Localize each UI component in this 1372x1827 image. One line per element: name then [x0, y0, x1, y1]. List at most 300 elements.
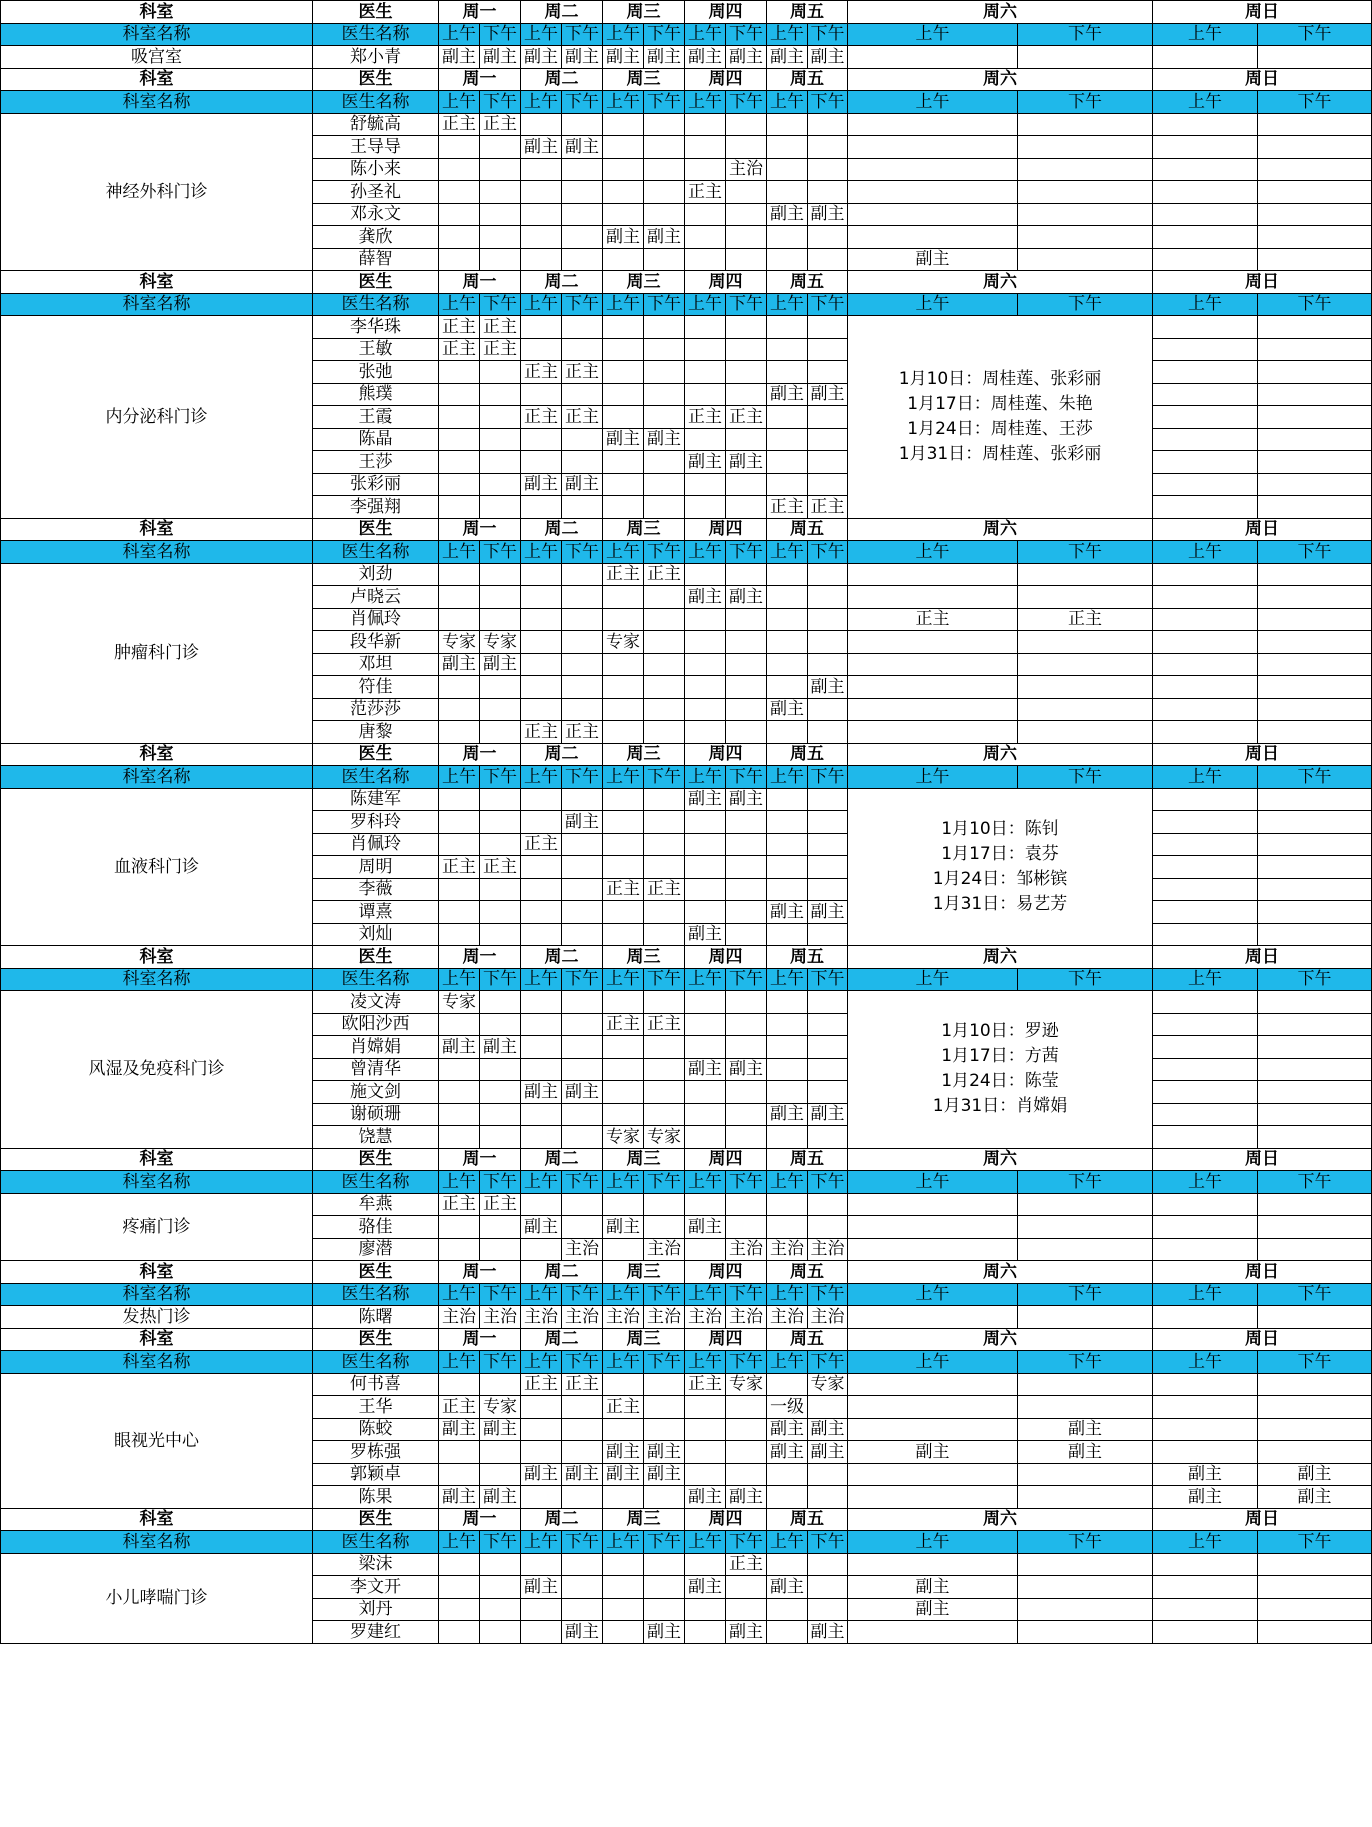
shift-cell	[767, 1193, 808, 1216]
subheader-dept-name: 科室名称	[1, 23, 313, 46]
shift-cell: 副主	[521, 46, 562, 69]
header-doctor: 医生	[313, 1, 439, 24]
shift-cell	[726, 136, 767, 159]
shift-cell: 主治	[767, 1238, 808, 1261]
subheader-am: 上午	[1153, 1531, 1258, 1554]
shift-cell	[1153, 428, 1258, 451]
doctor-name: 陈曙	[313, 1306, 439, 1329]
header-wed: 周三	[603, 271, 685, 294]
subheader-pm: 下午	[1258, 293, 1372, 316]
shift-cell: 副主	[848, 248, 1018, 271]
shift-cell	[562, 563, 603, 586]
header-doctor: 医生	[313, 946, 439, 969]
shift-cell: 副主	[767, 1576, 808, 1599]
subheader-am: 上午	[848, 541, 1018, 564]
subheader-row	[1, 1351, 1372, 1374]
shift-cell	[562, 788, 603, 811]
department-name: 吸宫室	[1, 46, 313, 69]
shift-cell	[808, 338, 848, 361]
shift-cell: 副主	[439, 653, 480, 676]
header-wed: 周三	[603, 1261, 685, 1284]
shift-cell	[1018, 676, 1153, 699]
subheader-row	[1, 968, 1372, 991]
shift-cell	[726, 563, 767, 586]
header-sun: 周日	[1153, 1148, 1372, 1171]
shift-cell: 主治	[562, 1238, 603, 1261]
shift-cell	[767, 811, 808, 834]
table-row	[1, 788, 1372, 811]
shift-cell	[808, 608, 848, 631]
shift-cell	[1258, 226, 1372, 249]
shift-cell	[603, 1238, 644, 1261]
shift-cell	[726, 428, 767, 451]
subheader-pm: 下午	[808, 1283, 848, 1306]
table-row	[1, 316, 1372, 339]
shift-cell	[1153, 1373, 1258, 1396]
shift-cell: 正主	[562, 361, 603, 384]
shift-cell: 正主	[685, 1373, 726, 1396]
shift-cell	[685, 361, 726, 384]
shift-cell	[726, 226, 767, 249]
shift-cell	[685, 473, 726, 496]
shift-cell	[848, 226, 1018, 249]
shift-cell: 副主	[562, 811, 603, 834]
subheader-am: 上午	[603, 1283, 644, 1306]
shift-cell: 主治	[480, 1306, 521, 1329]
shift-cell: 副主	[562, 1463, 603, 1486]
shift-cell: 正主	[439, 316, 480, 339]
subheader-row	[1, 23, 1372, 46]
shift-cell: 副主	[685, 46, 726, 69]
shift-cell	[767, 1373, 808, 1396]
shift-cell	[1258, 428, 1372, 451]
subheader-am: 上午	[848, 293, 1018, 316]
shift-cell: 正主	[480, 113, 521, 136]
shift-cell	[521, 653, 562, 676]
shift-cell	[1258, 1553, 1372, 1576]
doctor-name: 肖佩玲	[313, 833, 439, 856]
subheader-pm: 下午	[1258, 968, 1372, 991]
shift-cell	[603, 181, 644, 204]
shift-cell: 副主	[808, 901, 848, 924]
shift-cell	[562, 676, 603, 699]
saturday-roster-note: 1月10日：周桂莲、张彩丽 1月17日：周桂莲、朱艳 1月24日：周桂莲、王莎 1月31日：周桂莲、张彩丽	[848, 316, 1153, 519]
shift-cell	[1018, 1598, 1153, 1621]
subheader-am: 上午	[848, 23, 1018, 46]
subheader-am: 上午	[439, 293, 480, 316]
shift-cell	[603, 136, 644, 159]
doctor-name: 牟燕	[313, 1193, 439, 1216]
subheader-am: 上午	[521, 1531, 562, 1554]
subheader-am: 上午	[685, 1531, 726, 1554]
shift-cell	[562, 226, 603, 249]
header-doctor: 医生	[313, 1148, 439, 1171]
subheader-pm: 下午	[644, 1351, 685, 1374]
shift-cell: 正主	[726, 406, 767, 429]
department-name: 内分泌科门诊	[1, 316, 313, 519]
shift-cell	[1258, 811, 1372, 834]
subheader-am: 上午	[439, 1171, 480, 1194]
doctor-name: 肖嫦娟	[313, 1036, 439, 1059]
shift-cell	[480, 698, 521, 721]
shift-cell: 正主	[439, 856, 480, 879]
shift-cell	[767, 856, 808, 879]
shift-cell	[1018, 113, 1153, 136]
shift-cell	[1153, 721, 1258, 744]
subheader-pm: 下午	[480, 1351, 521, 1374]
shift-cell	[726, 991, 767, 1014]
shift-cell	[439, 788, 480, 811]
shift-cell	[603, 811, 644, 834]
header-tue: 周二	[521, 743, 603, 766]
shift-cell	[1258, 1058, 1372, 1081]
table-row	[1, 991, 1372, 1014]
shift-cell	[644, 1373, 685, 1396]
header-sun: 周日	[1153, 1, 1372, 24]
shift-cell: 副主	[767, 203, 808, 226]
subheader-am: 上午	[603, 1351, 644, 1374]
shift-cell: 正主	[521, 406, 562, 429]
subheader-dept-name: 科室名称	[1, 1531, 313, 1554]
shift-cell	[808, 923, 848, 946]
shift-cell	[1258, 833, 1372, 856]
shift-cell	[644, 1576, 685, 1599]
shift-cell	[1258, 563, 1372, 586]
shift-cell	[1153, 1238, 1258, 1261]
shift-cell	[848, 563, 1018, 586]
table-row	[1, 1193, 1372, 1216]
shift-cell	[1153, 608, 1258, 631]
subheader-am: 上午	[439, 1351, 480, 1374]
subheader-pm: 下午	[808, 766, 848, 789]
shift-cell	[808, 428, 848, 451]
shift-cell	[439, 1013, 480, 1036]
shift-cell	[808, 1463, 848, 1486]
shift-cell	[1258, 1013, 1372, 1036]
shift-cell	[644, 1103, 685, 1126]
shift-cell	[726, 608, 767, 631]
shift-cell	[685, 428, 726, 451]
shift-cell: 副主	[808, 1441, 848, 1464]
subheader-am: 上午	[521, 1351, 562, 1374]
shift-cell	[439, 361, 480, 384]
shift-cell	[480, 923, 521, 946]
shift-cell	[439, 608, 480, 631]
shift-cell	[808, 473, 848, 496]
shift-cell	[439, 203, 480, 226]
shift-cell	[562, 113, 603, 136]
header-dept: 科室	[1, 1261, 313, 1284]
shift-cell: 副主	[521, 473, 562, 496]
shift-cell: 副主	[644, 226, 685, 249]
shift-cell	[726, 631, 767, 654]
shift-cell	[1153, 46, 1258, 69]
header-fri: 周五	[767, 946, 848, 969]
shift-cell	[603, 361, 644, 384]
shift-cell	[1258, 1396, 1372, 1419]
shift-cell	[644, 608, 685, 631]
shift-cell	[603, 586, 644, 609]
shift-cell: 正主	[848, 608, 1018, 631]
shift-cell	[480, 203, 521, 226]
header-row	[1, 1261, 1372, 1284]
shift-cell	[562, 1103, 603, 1126]
shift-cell: 正主	[644, 563, 685, 586]
subheader-am: 上午	[1153, 766, 1258, 789]
shift-cell	[644, 856, 685, 879]
subheader-row	[1, 293, 1372, 316]
shift-cell	[808, 1598, 848, 1621]
doctor-name: 骆佳	[313, 1216, 439, 1239]
shift-cell	[1258, 1036, 1372, 1059]
subheader-pm: 下午	[1018, 91, 1153, 114]
subheader-am: 上午	[1153, 23, 1258, 46]
shift-cell	[1153, 248, 1258, 271]
header-mon: 周一	[439, 743, 521, 766]
shift-cell: 主治	[767, 1306, 808, 1329]
shift-cell	[808, 653, 848, 676]
shift-cell	[603, 203, 644, 226]
subheader-row	[1, 1283, 1372, 1306]
shift-cell	[685, 316, 726, 339]
shift-cell	[439, 1058, 480, 1081]
shift-cell	[1153, 226, 1258, 249]
shift-cell	[726, 316, 767, 339]
shift-cell	[767, 1126, 808, 1149]
shift-cell	[480, 991, 521, 1014]
shift-cell	[767, 563, 808, 586]
shift-cell	[1258, 1193, 1372, 1216]
shift-cell	[726, 811, 767, 834]
shift-cell: 副主	[848, 1441, 1018, 1464]
shift-cell: 专家	[603, 631, 644, 654]
shift-cell	[480, 1126, 521, 1149]
shift-cell	[767, 586, 808, 609]
shift-cell	[521, 1441, 562, 1464]
shift-cell	[808, 631, 848, 654]
subheader-pm: 下午	[480, 1531, 521, 1554]
shift-cell	[726, 1418, 767, 1441]
shift-cell: 副主	[685, 1058, 726, 1081]
subheader-am: 上午	[685, 293, 726, 316]
subheader-doctor-name: 医生名称	[313, 1351, 439, 1374]
shift-cell: 副主	[439, 46, 480, 69]
shift-cell	[1153, 901, 1258, 924]
subheader-doctor-name: 医生名称	[313, 968, 439, 991]
shift-cell	[808, 451, 848, 474]
shift-cell	[562, 1576, 603, 1599]
subheader-am: 上午	[1153, 1171, 1258, 1194]
subheader-pm: 下午	[726, 1171, 767, 1194]
subheader-doctor-name: 医生名称	[313, 541, 439, 564]
shift-cell	[562, 1553, 603, 1576]
doctor-name: 陈小来	[313, 158, 439, 181]
shift-cell	[685, 203, 726, 226]
subheader-am: 上午	[848, 968, 1018, 991]
shift-cell	[1018, 1576, 1153, 1599]
shift-cell	[1153, 383, 1258, 406]
shift-cell	[1153, 316, 1258, 339]
shift-cell: 副主	[767, 1418, 808, 1441]
shift-cell	[726, 721, 767, 744]
shift-cell	[480, 226, 521, 249]
subheader-dept-name: 科室名称	[1, 1171, 313, 1194]
doctor-name: 廖潜	[313, 1238, 439, 1261]
shift-cell	[1153, 158, 1258, 181]
shift-cell	[767, 406, 808, 429]
subheader-pm: 下午	[1258, 91, 1372, 114]
shift-cell	[603, 1193, 644, 1216]
shift-cell	[521, 991, 562, 1014]
subheader-pm: 下午	[726, 541, 767, 564]
shift-cell	[1153, 788, 1258, 811]
shift-cell	[1153, 1621, 1258, 1644]
shift-cell	[521, 676, 562, 699]
shift-cell: 正主	[562, 406, 603, 429]
shift-cell	[685, 158, 726, 181]
shift-cell	[1018, 181, 1153, 204]
subheader-am: 上午	[767, 968, 808, 991]
shift-cell	[1018, 563, 1153, 586]
header-fri: 周五	[767, 1508, 848, 1531]
header-dept: 科室	[1, 68, 313, 91]
subheader-am: 上午	[685, 23, 726, 46]
shift-cell: 正主	[480, 338, 521, 361]
shift-cell	[726, 1193, 767, 1216]
shift-cell	[1153, 1553, 1258, 1576]
shift-cell: 副主	[562, 1621, 603, 1644]
subheader-pm: 下午	[808, 541, 848, 564]
shift-cell	[767, 338, 808, 361]
doctor-name: 曾清华	[313, 1058, 439, 1081]
shift-cell	[480, 1598, 521, 1621]
header-mon: 周一	[439, 271, 521, 294]
shift-cell	[1258, 1598, 1372, 1621]
subheader-pm: 下午	[1018, 23, 1153, 46]
shift-cell	[726, 248, 767, 271]
shift-cell	[1258, 46, 1372, 69]
shift-cell	[439, 136, 480, 159]
header-mon: 周一	[439, 1, 521, 24]
shift-cell	[603, 496, 644, 519]
shift-cell	[439, 811, 480, 834]
shift-cell	[1258, 856, 1372, 879]
shift-cell: 副主	[644, 1621, 685, 1644]
shift-cell	[1153, 676, 1258, 699]
shift-cell	[685, 1013, 726, 1036]
shift-cell	[644, 833, 685, 856]
header-thu: 周四	[685, 1261, 767, 1284]
shift-cell	[603, 991, 644, 1014]
shift-cell	[1258, 676, 1372, 699]
shift-cell	[685, 653, 726, 676]
header-wed: 周三	[603, 68, 685, 91]
header-fri: 周五	[767, 1148, 848, 1171]
subheader-pm: 下午	[808, 1171, 848, 1194]
shift-cell: 专家	[480, 631, 521, 654]
shift-cell	[726, 653, 767, 676]
shift-cell	[1018, 1216, 1153, 1239]
doctor-name: 陈果	[313, 1486, 439, 1509]
shift-cell	[644, 1058, 685, 1081]
subheader-pm: 下午	[1018, 1171, 1153, 1194]
shift-cell	[480, 473, 521, 496]
subheader-pm: 下午	[726, 968, 767, 991]
shift-cell	[726, 698, 767, 721]
shift-cell	[1018, 1621, 1153, 1644]
shift-cell	[521, 811, 562, 834]
header-fri: 周五	[767, 68, 848, 91]
shift-cell	[562, 248, 603, 271]
shift-cell	[603, 316, 644, 339]
shift-cell	[1258, 1621, 1372, 1644]
shift-cell: 副主	[521, 1576, 562, 1599]
subheader-am: 上午	[603, 766, 644, 789]
shift-cell	[521, 383, 562, 406]
shift-cell	[726, 473, 767, 496]
shift-cell	[603, 248, 644, 271]
subheader-am: 上午	[767, 541, 808, 564]
shift-cell	[603, 406, 644, 429]
shift-cell	[1258, 721, 1372, 744]
shift-cell	[644, 1553, 685, 1576]
subheader-pm: 下午	[1258, 1531, 1372, 1554]
shift-cell	[644, 811, 685, 834]
header-fri: 周五	[767, 743, 848, 766]
shift-cell	[562, 1216, 603, 1239]
shift-cell	[848, 1486, 1018, 1509]
header-row	[1, 271, 1372, 294]
shift-cell	[521, 586, 562, 609]
shift-cell: 副主	[685, 1576, 726, 1599]
shift-cell	[480, 1553, 521, 1576]
department-name: 小儿哮喘门诊	[1, 1553, 313, 1643]
shift-cell: 副主	[767, 901, 808, 924]
shift-cell	[562, 1013, 603, 1036]
subheader-pm: 下午	[644, 1171, 685, 1194]
shift-cell	[848, 203, 1018, 226]
shift-cell	[439, 1598, 480, 1621]
shift-cell: 副主	[726, 451, 767, 474]
shift-cell	[480, 1238, 521, 1261]
shift-cell	[603, 653, 644, 676]
subheader-pm: 下午	[480, 293, 521, 316]
subheader-am: 上午	[521, 968, 562, 991]
header-fri: 周五	[767, 518, 848, 541]
doctor-name: 张弛	[313, 361, 439, 384]
table-row	[1, 563, 1372, 586]
subheader-am: 上午	[521, 1283, 562, 1306]
doctor-name: 谭熹	[313, 901, 439, 924]
header-thu: 周四	[685, 1508, 767, 1531]
doctor-name: 施文剑	[313, 1081, 439, 1104]
shift-cell	[767, 676, 808, 699]
shift-cell: 副主	[1153, 1486, 1258, 1509]
department-name: 血液科门诊	[1, 788, 313, 946]
shift-cell	[726, 181, 767, 204]
saturday-roster-note: 1月10日：罗逊 1月17日：方茜 1月24日：陈莹 1月31日：肖嫦娟	[848, 991, 1153, 1149]
shift-cell	[808, 1553, 848, 1576]
shift-cell	[808, 721, 848, 744]
subheader-am: 上午	[521, 293, 562, 316]
shift-cell	[1018, 1553, 1153, 1576]
department-name: 肿瘤科门诊	[1, 563, 313, 743]
shift-cell	[685, 1193, 726, 1216]
shift-cell	[1258, 698, 1372, 721]
doctor-name: 刘劲	[313, 563, 439, 586]
shift-cell: 副主	[808, 46, 848, 69]
shift-cell	[644, 451, 685, 474]
